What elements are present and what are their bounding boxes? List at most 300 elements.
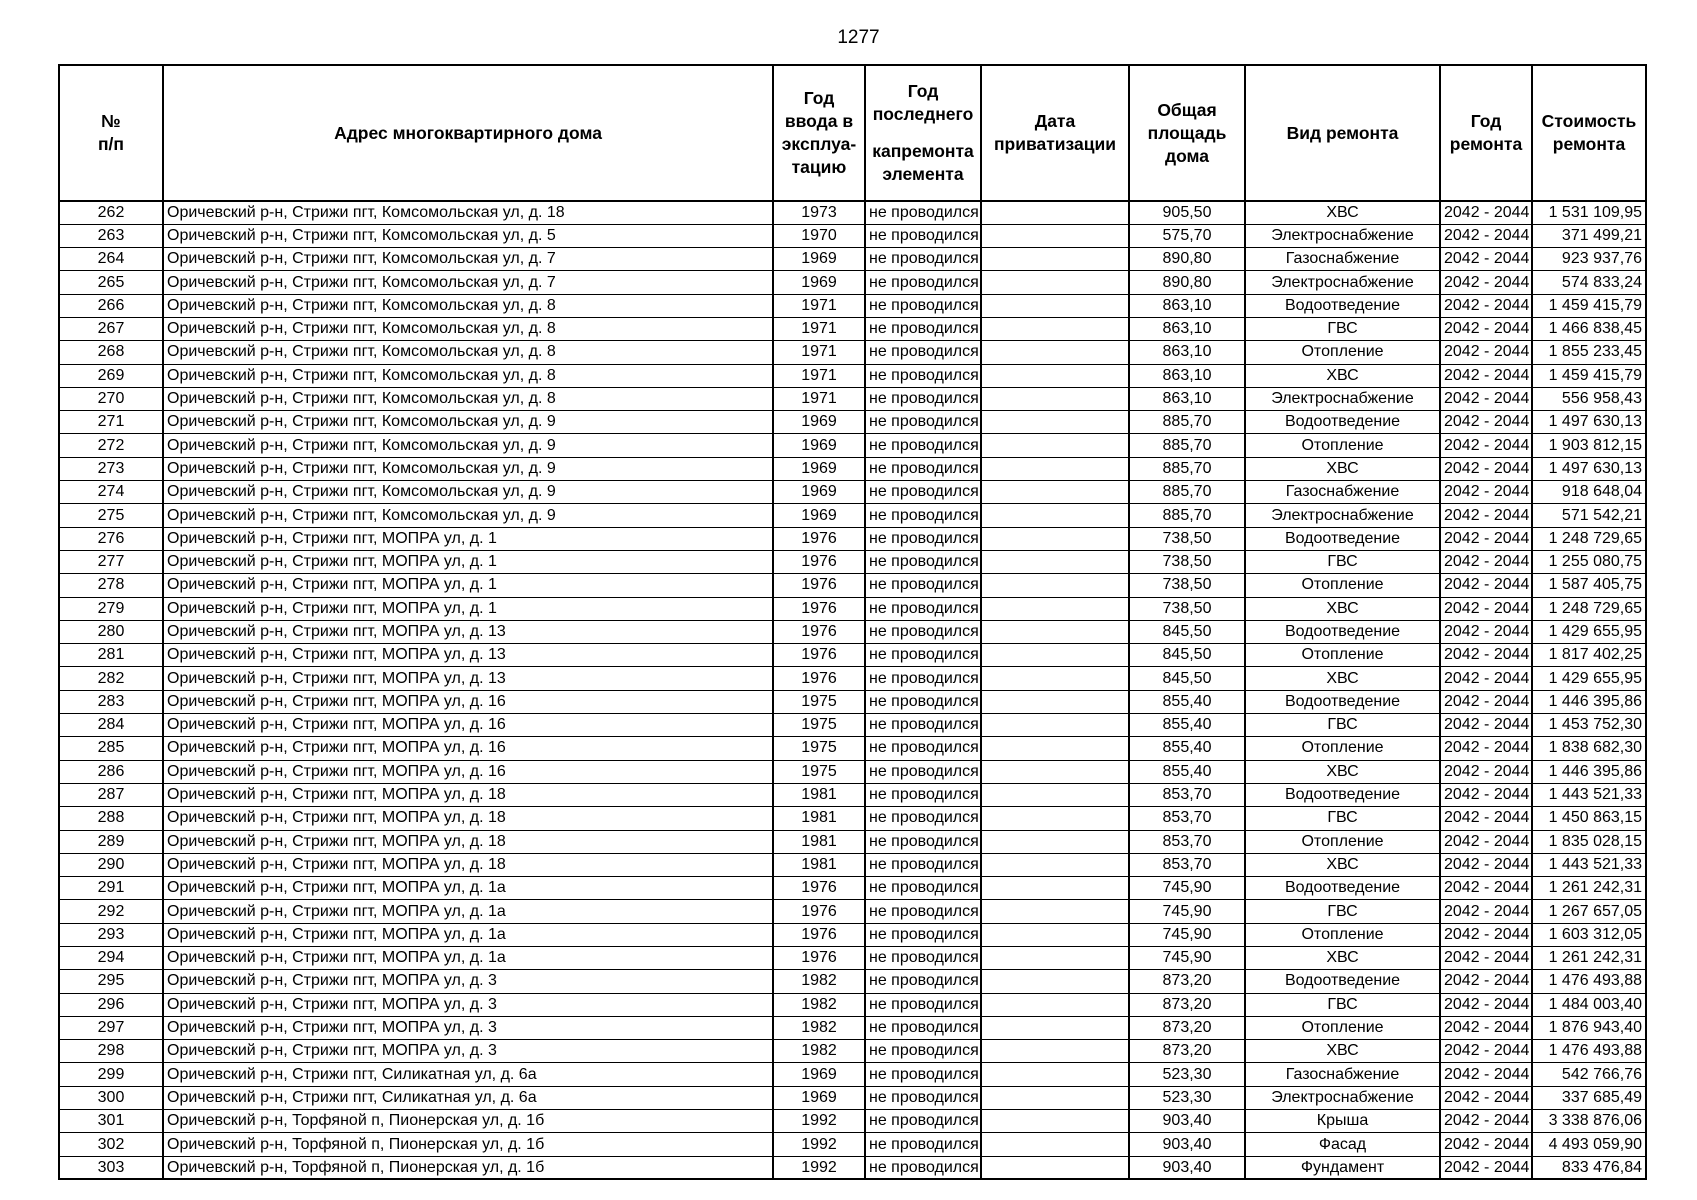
privatization-cell xyxy=(981,504,1129,527)
cost-cell: 337 685,49 xyxy=(1532,1086,1646,1109)
last-repair-cell: не проводился xyxy=(865,550,981,573)
repair-period-cell: 2042 - 2044 xyxy=(1440,877,1532,900)
year-built-cell: 1975 xyxy=(773,737,865,760)
year-built-cell: 1971 xyxy=(773,317,865,340)
year-built-cell: 1976 xyxy=(773,923,865,946)
repair-type-cell: ГВС xyxy=(1245,550,1440,573)
address-cell: Оричевский р-н, Стрижи пгт, МОПРА ул, д. 18 xyxy=(163,807,773,830)
area-cell: 853,70 xyxy=(1129,807,1245,830)
address-cell: Оричевский р-н, Стрижи пгт, МОПРА ул, д. 3 xyxy=(163,970,773,993)
address-cell: Оричевский р-н, Стрижи пгт, МОПРА ул, д. 18 xyxy=(163,853,773,876)
address-cell: Оричевский р-н, Стрижи пгт, Комсомольская ул, д. 9 xyxy=(163,411,773,434)
year-built-cell: 1982 xyxy=(773,993,865,1016)
privatization-cell xyxy=(981,1086,1129,1109)
row-number: 264 xyxy=(59,248,163,271)
repair-type-cell: Электроснабжение xyxy=(1245,504,1440,527)
row-number: 274 xyxy=(59,481,163,504)
cost-cell: 1 484 003,40 xyxy=(1532,993,1646,1016)
address-cell: Оричевский р-н, Стрижи пгт, Комсомольская ул, д. 7 xyxy=(163,271,773,294)
area-cell: 738,50 xyxy=(1129,574,1245,597)
year-built-cell: 1982 xyxy=(773,1040,865,1063)
privatization-cell xyxy=(981,527,1129,550)
privatization-cell xyxy=(981,457,1129,480)
table-row xyxy=(59,1156,1646,1179)
cost-cell: 1 261 242,31 xyxy=(1532,877,1646,900)
year-built-cell: 1971 xyxy=(773,341,865,364)
area-cell: 853,70 xyxy=(1129,830,1245,853)
privatization-cell xyxy=(981,434,1129,457)
repair-type-cell: Крыша xyxy=(1245,1110,1440,1133)
cost-cell: 556 958,43 xyxy=(1532,387,1646,410)
area-cell: 855,40 xyxy=(1129,690,1245,713)
year-built-cell: 1969 xyxy=(773,248,865,271)
cost-cell: 3 338 876,06 xyxy=(1532,1110,1646,1133)
repair-type-cell: Фасад xyxy=(1245,1133,1440,1156)
area-cell: 885,70 xyxy=(1129,411,1245,434)
area-cell: 863,10 xyxy=(1129,341,1245,364)
row-number: 266 xyxy=(59,294,163,317)
repair-period-cell: 2042 - 2044 xyxy=(1440,364,1532,387)
row-number: 283 xyxy=(59,690,163,713)
last-repair-cell: не проводился xyxy=(865,1086,981,1109)
privatization-cell xyxy=(981,690,1129,713)
address-cell: Оричевский р-н, Стрижи пгт, Комсомольская ул, д. 8 xyxy=(163,294,773,317)
address-cell: Оричевский р-н, Стрижи пгт, Комсомольская ул, д. 8 xyxy=(163,317,773,340)
last-repair-cell: не проводился xyxy=(865,1110,981,1133)
table-row xyxy=(59,248,1646,271)
year-built-cell: 1981 xyxy=(773,830,865,853)
address-cell: Оричевский р-н, Стрижи пгт, Комсомольская ул, д. 9 xyxy=(163,434,773,457)
repair-period-cell: 2042 - 2044 xyxy=(1440,714,1532,737)
header-line: Год xyxy=(907,81,939,101)
row-number: 287 xyxy=(59,783,163,806)
cost-cell: 1 476 493,88 xyxy=(1532,1040,1646,1063)
repair-type-cell: ГВС xyxy=(1245,807,1440,830)
address-cell: Оричевский р-н, Стрижи пгт, МОПРА ул, д. 13 xyxy=(163,667,773,690)
repair-type-cell: Отопление xyxy=(1245,923,1440,946)
repair-period-cell: 2042 - 2044 xyxy=(1440,1156,1532,1179)
privatization-cell xyxy=(981,1040,1129,1063)
repair-type-cell: Газоснабжение xyxy=(1245,481,1440,504)
repair-period-cell: 2042 - 2044 xyxy=(1440,294,1532,317)
address-cell: Оричевский р-н, Стрижи пгт, Комсомольская ул, д. 9 xyxy=(163,504,773,527)
table-row xyxy=(59,830,1646,853)
address-cell: Оричевский р-н, Стрижи пгт, МОПРА ул, д. 1а xyxy=(163,947,773,970)
year-built-cell: 1971 xyxy=(773,364,865,387)
repair-period-cell: 2042 - 2044 xyxy=(1440,1133,1532,1156)
area-cell: 873,20 xyxy=(1129,993,1245,1016)
area-cell: 855,40 xyxy=(1129,760,1245,783)
repair-period-cell: 2042 - 2044 xyxy=(1440,853,1532,876)
last-repair-cell: не проводился xyxy=(865,387,981,410)
repair-type-cell: Водоотведение xyxy=(1245,690,1440,713)
area-cell: 863,10 xyxy=(1129,364,1245,387)
column-header-cost xyxy=(1532,65,1646,201)
table-header xyxy=(59,65,1646,201)
repair-period-cell: 2042 - 2044 xyxy=(1440,411,1532,434)
year-built-cell: 1992 xyxy=(773,1156,865,1179)
table-row xyxy=(59,294,1646,317)
cost-cell: 923 937,76 xyxy=(1532,248,1646,271)
address-cell: Оричевский р-н, Стрижи пгт, МОПРА ул, д. 3 xyxy=(163,993,773,1016)
cost-cell: 1 531 109,95 xyxy=(1532,201,1646,224)
last-repair-cell: не проводился xyxy=(865,1156,981,1179)
table-row xyxy=(59,1086,1646,1109)
area-cell: 738,50 xyxy=(1129,550,1245,573)
area-cell: 855,40 xyxy=(1129,737,1245,760)
table-row xyxy=(59,853,1646,876)
column-header-address xyxy=(163,65,773,201)
table-row xyxy=(59,504,1646,527)
privatization-cell xyxy=(981,387,1129,410)
table-row xyxy=(59,550,1646,573)
header-line: ввода в xyxy=(784,111,854,131)
cost-cell: 1 248 729,65 xyxy=(1532,597,1646,620)
repair-period-cell: 2042 - 2044 xyxy=(1440,527,1532,550)
table-row xyxy=(59,877,1646,900)
privatization-cell xyxy=(981,807,1129,830)
repair-period-cell: 2042 - 2044 xyxy=(1440,690,1532,713)
repair-type-cell: ХВС xyxy=(1245,364,1440,387)
row-number: 262 xyxy=(59,201,163,224)
area-cell: 885,70 xyxy=(1129,481,1245,504)
year-built-cell: 1969 xyxy=(773,434,865,457)
repair-type-cell: Водоотведение xyxy=(1245,411,1440,434)
header-line: площадь xyxy=(1147,122,1227,143)
repair-type-cell: Газоснабжение xyxy=(1245,1063,1440,1086)
last-repair-cell: не проводился xyxy=(865,224,981,247)
last-repair-cell: не проводился xyxy=(865,294,981,317)
privatization-cell xyxy=(981,1016,1129,1039)
row-number: 286 xyxy=(59,760,163,783)
privatization-cell xyxy=(981,294,1129,317)
privatization-cell xyxy=(981,481,1129,504)
last-repair-cell: не проводился xyxy=(865,481,981,504)
repair-type-cell: ХВС xyxy=(1245,947,1440,970)
row-number: 281 xyxy=(59,644,163,667)
privatization-cell xyxy=(981,201,1129,224)
address-cell: Оричевский р-н, Стрижи пгт, МОПРА ул, д. 1а xyxy=(163,923,773,946)
row-number: 290 xyxy=(59,853,163,876)
last-repair-cell: не проводился xyxy=(865,434,981,457)
table-row xyxy=(59,341,1646,364)
page-number: 1277 xyxy=(837,27,880,48)
cost-cell: 1 587 405,75 xyxy=(1532,574,1646,597)
privatization-cell xyxy=(981,1133,1129,1156)
cost-cell: 1 835 028,15 xyxy=(1532,830,1646,853)
header-line: приватизации xyxy=(993,134,1117,154)
area-cell: 885,70 xyxy=(1129,434,1245,457)
table-body xyxy=(59,201,1646,1179)
row-number: 284 xyxy=(59,714,163,737)
table-row xyxy=(59,574,1646,597)
year-built-cell: 1969 xyxy=(773,1063,865,1086)
repair-period-cell: 2042 - 2044 xyxy=(1440,970,1532,993)
row-number: 293 xyxy=(59,923,163,946)
area-cell: 523,30 xyxy=(1129,1086,1245,1109)
repair-period-cell: 2042 - 2044 xyxy=(1440,574,1532,597)
row-number: 282 xyxy=(59,667,163,690)
year-built-cell: 1969 xyxy=(773,411,865,434)
cost-cell: 1 443 521,33 xyxy=(1532,783,1646,806)
privatization-cell xyxy=(981,877,1129,900)
privatization-cell xyxy=(981,900,1129,923)
year-built-cell: 1976 xyxy=(773,644,865,667)
row-number: 296 xyxy=(59,993,163,1016)
header-line: Адрес многоквартирного дома xyxy=(334,122,602,143)
year-built-cell: 1969 xyxy=(773,457,865,480)
cost-cell: 1 817 402,25 xyxy=(1532,644,1646,667)
row-number: 271 xyxy=(59,411,163,434)
address-cell: Оричевский р-н, Стрижи пгт, Комсомольская ул, д. 5 xyxy=(163,224,773,247)
last-repair-cell: не проводился xyxy=(865,1133,981,1156)
last-repair-cell: не проводился xyxy=(865,620,981,643)
privatization-cell xyxy=(981,644,1129,667)
row-number: 267 xyxy=(59,317,163,340)
cost-cell: 1 255 080,75 xyxy=(1532,550,1646,573)
repair-type-cell: Электроснабжение xyxy=(1245,1086,1440,1109)
row-number: 298 xyxy=(59,1040,163,1063)
address-cell: Оричевский р-н, Стрижи пгт, Комсомольская ул, д. 8 xyxy=(163,341,773,364)
repair-type-cell: ХВС xyxy=(1245,201,1440,224)
area-cell: 873,20 xyxy=(1129,1040,1245,1063)
cost-cell: 918 648,04 xyxy=(1532,481,1646,504)
table-row xyxy=(59,644,1646,667)
last-repair-cell: не проводился xyxy=(865,900,981,923)
address-cell: Оричевский р-н, Стрижи пгт, Комсомольская ул, д. 8 xyxy=(163,387,773,410)
header-line: Дата xyxy=(1034,111,1076,131)
cost-cell: 1 443 521,33 xyxy=(1532,853,1646,876)
privatization-cell xyxy=(981,947,1129,970)
table-row xyxy=(59,620,1646,643)
repair-period-cell: 2042 - 2044 xyxy=(1440,481,1532,504)
year-built-cell: 1992 xyxy=(773,1133,865,1156)
table-row xyxy=(59,271,1646,294)
year-built-cell: 1981 xyxy=(773,783,865,806)
address-cell: Оричевский р-н, Стрижи пгт, Комсомольская ул, д. 18 xyxy=(163,201,773,224)
cost-cell: 1 876 943,40 xyxy=(1532,1016,1646,1039)
header-line: п/п xyxy=(97,134,124,154)
address-cell: Оричевский р-н, Стрижи пгт, МОПРА ул, д. 1а xyxy=(163,877,773,900)
privatization-cell xyxy=(981,1110,1129,1133)
last-repair-cell: не проводился xyxy=(865,714,981,737)
address-cell: Оричевский р-н, Стрижи пгт, Комсомольская ул, д. 7 xyxy=(163,248,773,271)
year-built-cell: 1992 xyxy=(773,1110,865,1133)
row-number: 276 xyxy=(59,527,163,550)
table-row xyxy=(59,224,1646,247)
cost-cell: 1 450 863,15 xyxy=(1532,807,1646,830)
repair-type-cell: ГВС xyxy=(1245,714,1440,737)
column-header-last-repair xyxy=(865,65,981,201)
table-row xyxy=(59,527,1646,550)
privatization-cell xyxy=(981,364,1129,387)
last-repair-cell: не проводился xyxy=(865,737,981,760)
repair-type-cell: ХВС xyxy=(1245,853,1440,876)
row-number: 277 xyxy=(59,550,163,573)
address-cell: Оричевский р-н, Стрижи пгт, МОПРА ул, д. 16 xyxy=(163,737,773,760)
cost-cell: 1 497 630,13 xyxy=(1532,411,1646,434)
repair-period-cell: 2042 - 2044 xyxy=(1440,1086,1532,1109)
repair-type-cell: Газоснабжение xyxy=(1245,248,1440,271)
repair-type-cell: Водоотведение xyxy=(1245,620,1440,643)
address-cell: Оричевский р-н, Стрижи пгт, МОПРА ул, д. 16 xyxy=(163,760,773,783)
year-built-cell: 1969 xyxy=(773,481,865,504)
table-row xyxy=(59,993,1646,1016)
column-header-repair-period xyxy=(1440,65,1532,201)
address-cell: Оричевский р-н, Торфяной п, Пионерская ул, д. 1б xyxy=(163,1110,773,1133)
row-number: 273 xyxy=(59,457,163,480)
repair-type-cell: Отопление xyxy=(1245,737,1440,760)
address-cell: Оричевский р-н, Стрижи пгт, МОПРА ул, д. 3 xyxy=(163,1016,773,1039)
year-built-cell: 1970 xyxy=(773,224,865,247)
year-built-cell: 1976 xyxy=(773,597,865,620)
table-row xyxy=(59,481,1646,504)
cost-cell: 574 833,24 xyxy=(1532,271,1646,294)
last-repair-cell: не проводился xyxy=(865,877,981,900)
table-row xyxy=(59,411,1646,434)
table-row xyxy=(59,1063,1646,1086)
year-built-cell: 1976 xyxy=(773,877,865,900)
cost-cell: 1 497 630,13 xyxy=(1532,457,1646,480)
cost-cell: 4 493 059,90 xyxy=(1532,1133,1646,1156)
last-repair-cell: не проводился xyxy=(865,807,981,830)
row-number: 269 xyxy=(59,364,163,387)
cost-cell: 1 429 655,95 xyxy=(1532,620,1646,643)
table-row xyxy=(59,1133,1646,1156)
header-row xyxy=(59,65,1646,201)
repair-type-cell: Электроснабжение xyxy=(1245,271,1440,294)
privatization-cell xyxy=(981,1156,1129,1179)
address-cell: Оричевский р-н, Стрижи пгт, МОПРА ул, д. 1 xyxy=(163,527,773,550)
repair-period-cell: 2042 - 2044 xyxy=(1440,341,1532,364)
row-number: 278 xyxy=(59,574,163,597)
last-repair-cell: не проводился xyxy=(865,830,981,853)
cost-cell: 1 446 395,86 xyxy=(1532,690,1646,713)
cost-cell: 1 459 415,79 xyxy=(1532,364,1646,387)
address-cell: Оричевский р-н, Стрижи пгт, МОПРА ул, д. 18 xyxy=(163,783,773,806)
table-row xyxy=(59,900,1646,923)
last-repair-cell: не проводился xyxy=(865,341,981,364)
area-cell: 885,70 xyxy=(1129,504,1245,527)
repair-registry-table xyxy=(58,64,1647,1180)
area-cell: 873,20 xyxy=(1129,1016,1245,1039)
header-line: Стоимость xyxy=(1541,111,1637,131)
row-number: 291 xyxy=(59,877,163,900)
area-cell: 745,90 xyxy=(1129,900,1245,923)
repair-period-cell: 2042 - 2044 xyxy=(1440,224,1532,247)
year-built-cell: 1982 xyxy=(773,970,865,993)
cost-cell: 1 453 752,30 xyxy=(1532,714,1646,737)
last-repair-cell: не проводился xyxy=(865,760,981,783)
address-cell: Оричевский р-н, Стрижи пгт, Силикатная ул, д. 6а xyxy=(163,1063,773,1086)
repair-type-cell: Водоотведение xyxy=(1245,783,1440,806)
cost-cell: 1 267 657,05 xyxy=(1532,900,1646,923)
year-built-cell: 1975 xyxy=(773,760,865,783)
repair-period-cell: 2042 - 2044 xyxy=(1440,550,1532,573)
privatization-cell xyxy=(981,550,1129,573)
cost-cell: 1 429 655,95 xyxy=(1532,667,1646,690)
table-row xyxy=(59,760,1646,783)
address-cell: Оричевский р-н, Стрижи пгт, МОПРА ул, д. 18 xyxy=(163,830,773,853)
repair-type-cell: Фундамент xyxy=(1245,1156,1440,1179)
privatization-cell xyxy=(981,597,1129,620)
header-line: ремонта xyxy=(1552,134,1626,154)
table-row xyxy=(59,923,1646,946)
address-cell: Оричевский р-н, Стрижи пгт, Силикатная ул, д. 6а xyxy=(163,1086,773,1109)
repair-type-cell: ХВС xyxy=(1245,457,1440,480)
header-line: Общая xyxy=(1157,99,1217,120)
year-built-cell: 1976 xyxy=(773,947,865,970)
header-line: дома xyxy=(1164,145,1209,166)
year-built-cell: 1969 xyxy=(773,1086,865,1109)
repair-period-cell: 2042 - 2044 xyxy=(1440,644,1532,667)
year-built-cell: 1976 xyxy=(773,574,865,597)
area-cell: 885,70 xyxy=(1129,457,1245,480)
row-number: 292 xyxy=(59,900,163,923)
year-built-cell: 1971 xyxy=(773,387,865,410)
repair-period-cell: 2042 - 2044 xyxy=(1440,457,1532,480)
last-repair-cell: не проводился xyxy=(865,947,981,970)
area-cell: 745,90 xyxy=(1129,947,1245,970)
last-repair-cell: не проводился xyxy=(865,574,981,597)
year-built-cell: 1969 xyxy=(773,271,865,294)
address-cell: Оричевский р-н, Стрижи пгт, МОПРА ул, д. 1 xyxy=(163,550,773,573)
cost-cell: 1 476 493,88 xyxy=(1532,970,1646,993)
address-cell: Оричевский р-н, Стрижи пгт, Комсомольская ул, д. 9 xyxy=(163,457,773,480)
last-repair-cell: не проводился xyxy=(865,1016,981,1039)
last-repair-cell: не проводился xyxy=(865,993,981,1016)
repair-period-cell: 2042 - 2044 xyxy=(1440,830,1532,853)
header-line: последнего xyxy=(872,104,974,124)
repair-period-cell: 2042 - 2044 xyxy=(1440,1063,1532,1086)
row-number: 303 xyxy=(59,1156,163,1179)
repair-type-cell: Отопление xyxy=(1245,341,1440,364)
repair-period-cell: 2042 - 2044 xyxy=(1440,620,1532,643)
last-repair-cell: не проводился xyxy=(865,923,981,946)
column-header-num xyxy=(59,65,163,201)
repair-type-cell: ХВС xyxy=(1245,760,1440,783)
area-cell: 903,40 xyxy=(1129,1156,1245,1179)
privatization-cell xyxy=(981,760,1129,783)
year-built-cell: 1976 xyxy=(773,550,865,573)
header-line: эксплуа- xyxy=(781,134,857,154)
privatization-cell xyxy=(981,224,1129,247)
table-row xyxy=(59,1040,1646,1063)
cost-cell: 542 766,76 xyxy=(1532,1063,1646,1086)
repair-period-cell: 2042 - 2044 xyxy=(1440,1110,1532,1133)
repair-period-cell: 2042 - 2044 xyxy=(1440,807,1532,830)
repair-period-cell: 2042 - 2044 xyxy=(1440,248,1532,271)
privatization-cell xyxy=(981,1063,1129,1086)
privatization-cell xyxy=(981,993,1129,1016)
address-cell: Оричевский р-н, Торфяной п, Пионерская ул, д. 1б xyxy=(163,1156,773,1179)
header-line: Вид ремонта xyxy=(1286,122,1399,143)
repair-period-cell: 2042 - 2044 xyxy=(1440,783,1532,806)
cost-cell: 371 499,21 xyxy=(1532,224,1646,247)
row-number: 289 xyxy=(59,830,163,853)
row-number: 279 xyxy=(59,597,163,620)
row-number: 294 xyxy=(59,947,163,970)
area-cell: 855,40 xyxy=(1129,714,1245,737)
area-cell: 863,10 xyxy=(1129,387,1245,410)
repair-period-cell: 2042 - 2044 xyxy=(1440,923,1532,946)
year-built-cell: 1969 xyxy=(773,504,865,527)
privatization-cell xyxy=(981,783,1129,806)
privatization-cell xyxy=(981,970,1129,993)
repair-period-cell: 2042 - 2044 xyxy=(1440,900,1532,923)
year-built-cell: 1976 xyxy=(773,667,865,690)
table-row xyxy=(59,783,1646,806)
